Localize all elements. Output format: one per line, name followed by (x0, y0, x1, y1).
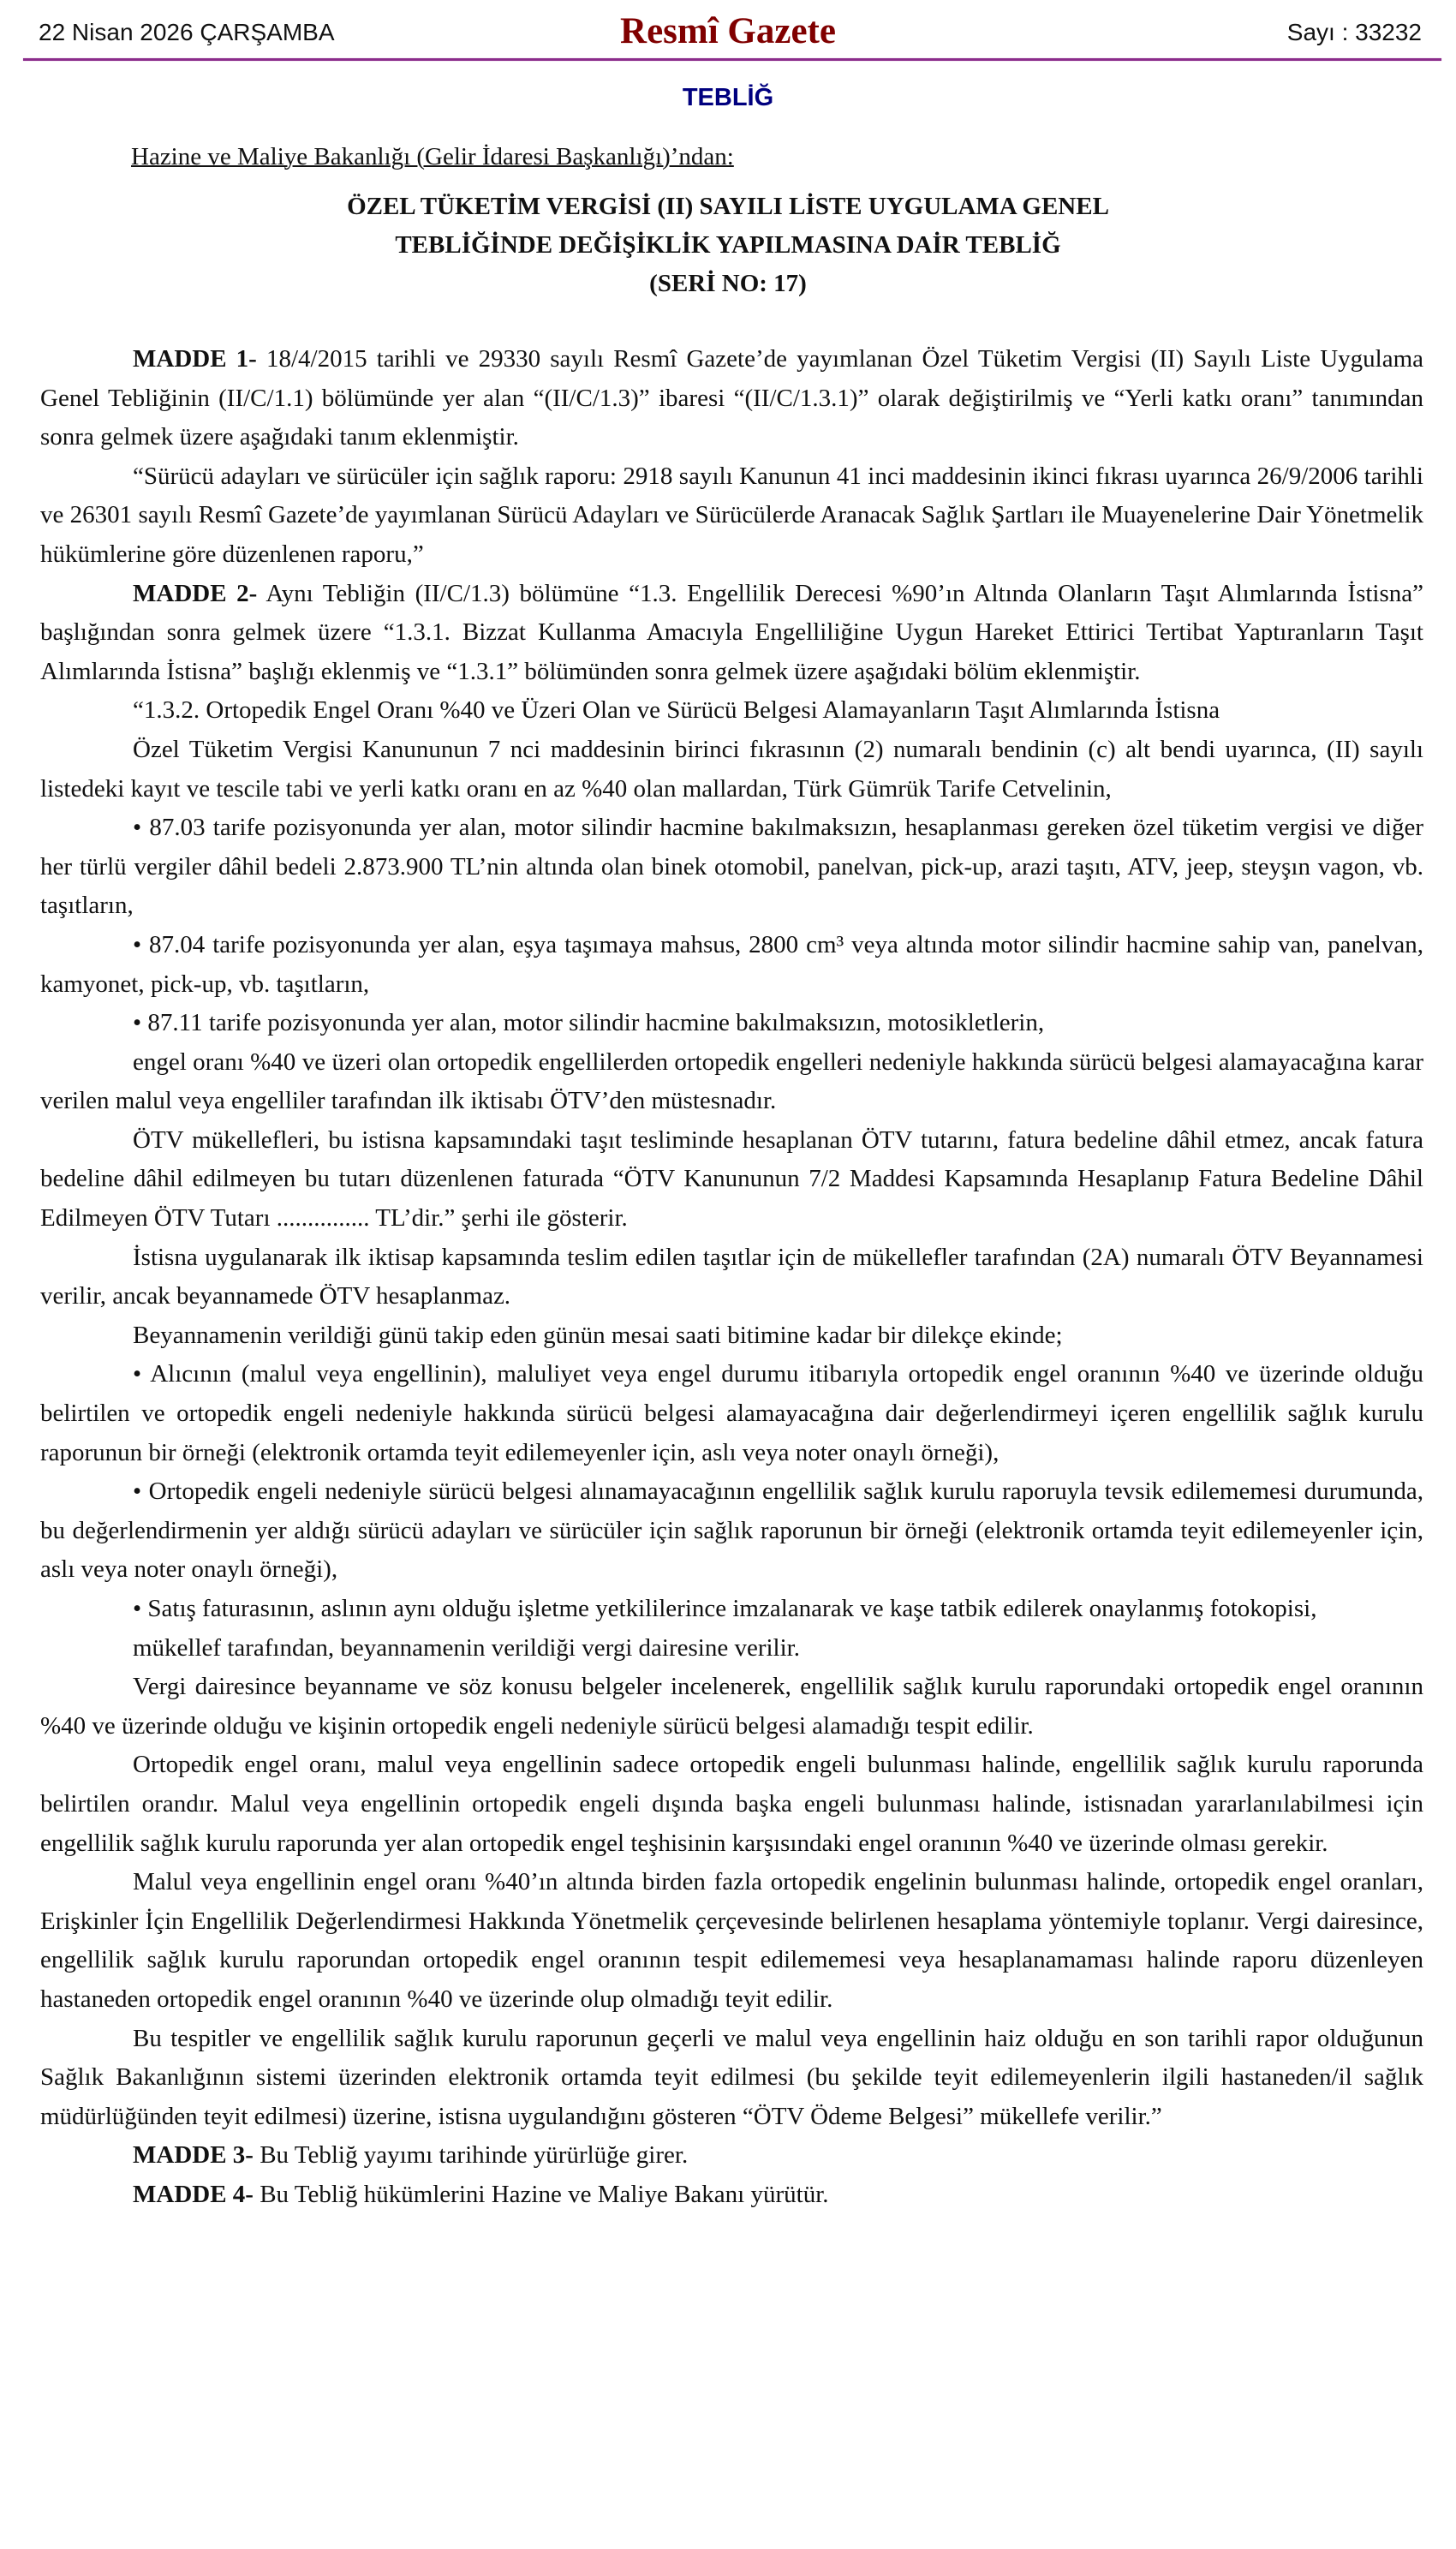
issue-number: Sayı : 33232 (1286, 19, 1422, 45)
paragraph: Özel Tüketim Vergisi Kanununun 7 nci maddesinin birinci fıkrasının (2) numaralı bendinin (c) alt bendi uyarınca, (II) sayılı listedeki kayıt ve tescile tabi ve yerli katkı oranı en az %40 olan mallardan, Türk Gümrük Tarife Cetvelinin, (40, 735, 1423, 803)
subsection-heading: “1.3.2. Ortopedik Engel Oranı %40 ve Üzeri Olan ve Sürücü Belgesi Alamayanların Taşıt Alımlarında İstisna (133, 696, 1220, 725)
list-item: • Ortopedik engeli nedeniyle sürücü belgesi alınamayacağının engellilik sağlık kurulu raporuyla tevsik edilememesi durumunda, bu değerlendirmenin yer aldığı sürücü adayları ve sürücüler için sağlık raporunun bir örneği (elektronik ortamda teyit edilemeyenler için, aslı veya noter onaylı örneği), (40, 1477, 1423, 1584)
paragraph: ÖTV mükellefleri, bu istisna kapsamındaki taşıt tesliminde hesaplanan ÖTV tutarını, fatura bedeline dâhil etmez, ancak fatura bedeline dâhil edilmeyen bu tutarı düzenlenen faturada “ÖTV Kanununun 7/2 Maddesi Kapsamında Hesaplanıp Fatura Bedeline Dâhil Edilmeyen ÖTV Tutarı ............... TL’dir.” şerhi ile gösterir. (40, 1125, 1423, 1233)
article-label: MADDE 3- (133, 2141, 254, 2170)
issuing-authority: Hazine ve Maliye Bakanlığı (Gelir İdaresi Başkanlığı)’ndan: (131, 143, 734, 170)
paragraph: mükellef tarafından, beyannamenin verildiği vergi dairesine verilir. (133, 1633, 800, 1662)
paragraph: İstisna uygulanarak ilk iktisap kapsamında teslim edilen taşıtlar için de mükellefler tarafından (2A) numaralı ÖTV Beyannamesi verilir, ancak beyannamede ÖTV hesaplanmaz. (40, 1243, 1423, 1310)
article-3: MADDE 3- Bu Tebliğ yayımı tarihinde yürürlüğe girer. (133, 2141, 689, 2170)
document-title (0, 188, 1456, 303)
document-series: (SERİ NO: 17) (649, 270, 807, 297)
paragraph: “Sürücü adayları ve sürücüler için sağlık raporu: 2918 sayılı Kanunun 41 inci maddesinin ikinci fıkrası uyarınca 26/9/2006 tarihli ve 26301 sayılı Resmî Gazete’de yayımlanan Sürücü Adayları ve Sürücülerde Aranacak Sağlık Şartları ile Muayenelerine Dair Yönetmelik hükümlerine göre düzenlenen raporu,” (40, 462, 1423, 568)
article-label: MADDE 1- (133, 345, 257, 373)
paragraph: Ortopedik engel oranı, malul veya engellinin sadece ortopedik engeli bulunması halinde, engellilik sağlık kurulu raporunda belirtilen orandır. Malul veya engellinin ortopedik engeli dışında başka engeli bulunması halinde, istisnadan yararlanılabilmesi için engellilik sağlık kurulu raporunda yer alan ortopedik engel teşhisinin karşısındaki engel oranının %40 ve üzerinde olması gerekir. (40, 1751, 1423, 1857)
paragraph: Vergi dairesince beyanname ve söz konusu belgeler incelenerek, engellilik sağlık kurulu raporundaki ortopedik engel oranının %40 ve üzerinde olduğu ve kişinin ortopedik engeli nedeniyle sürücü belgesi alamadığı tespit edilir. (40, 1673, 1423, 1740)
list-item: • 87.04 tarife pozisyonunda yer alan, eşya taşımaya mahsus, 2800 cm³ veya altında motor silindir hacmine sahip van, panelvan, kamyonet, pick-up, vb. taşıtların, (40, 930, 1423, 998)
gazette-title: Resmî Gazete (620, 11, 836, 51)
article-label: MADDE 4- (133, 2180, 254, 2208)
section-label: TEBLİĞ (682, 84, 774, 111)
list-item: • Alıcının (malul veya engellinin), maluliyet veya engel durumu itibarıyla ortopedik engel oranının %40 ve üzerinde olduğu belirtilen ve ortopedik engeli nedeniyle hakkında sürücü belgesi alamayacağına dair değerlendirmeyi içeren engellilik sağlık kurulu raporunun bir örneği (elektronik ortamda teyit edilemeyenler için, aslı veya noter onaylı örneği), (40, 1360, 1423, 1466)
list-item: • 87.11 tarife pozisyonunda yer alan, motor silindir hacmine bakılmaksızın, motosikletlerin, (133, 1009, 1045, 1037)
article-2: MADDE 2- Aynı Tebliğin (II/C/1.3) bölümüne “1.3. Engellilik Derecesi %90’ın Altında Olanların Taşıt Alımlarında İstisna” başlığından sonra gelmek üzere “1.3.1. Bizzat Kullanma Amacıyla Engelliliğine Uygun Hareket Ettirici Tertibat Yaptıranların Taşıt Alımlarında İstisna” başlığı eklenmiş ve “1.3.1” bölümünden sonra gelmek üzere aşağıdaki bölüm eklenmiştir. (40, 579, 1423, 685)
article-4: MADDE 4- Bu Tebliğ hükümlerini Hazine ve Maliye Bakanı yürütür. (133, 2180, 829, 2208)
article-label: MADDE 2- (133, 579, 258, 607)
document-title-line: ÖZEL TÜKETİM VERGİSİ (II) SAYILI LİSTE UYGULAMA GENEL (347, 193, 1109, 220)
header-divider (23, 58, 1441, 61)
article-1: MADDE 1- 18/4/2015 tarihli ve 29330 sayılı Resmî Gazete’de yayımlanan Özel Tüketim Vergisi (II) Sayılı Liste Uygulama Genel Tebliğinin (II/C/1.1) bölümünde yer alan “(II/C/1.3)” ibaresi “(II/C/1.3.1)” olarak değiştirilmiş ve “Yerli katkı oranı” tanımından sonra gelmek üzere aşağıdaki tanım eklenmiştir. (40, 345, 1423, 451)
paragraph: engel oranı %40 ve üzeri olan ortopedik engellilerden ortopedik engelleri nedeniyle hakkında sürücü belgesi alamayacağına karar verilen malul veya engelliler tarafından ilk iktisabı ÖTV’den müstesnadır. (40, 1048, 1423, 1115)
paragraph: Bu tespitler ve engellilik sağlık kurulu raporunun geçerli ve malul veya engellinin haiz olduğu en son tarihli rapor olduğunun Sağlık Bakanlığının sistemi üzerinden elektronik ortamda teyit edilmesi (bu şekilde teyit edilemeyenlerin ilgili hastaneden/il sağlık müdürlüğünden teyit edilmesi) üzerine, istisna uygulandığını gösteren “ÖTV Ödeme Belgesi” mükellefe verilir.” (40, 2024, 1423, 2130)
issue-date: 22 Nisan 2026 ÇARŞAMBA (39, 19, 335, 45)
paragraph: Malul veya engellinin engel oranı %40’ın altında birden fazla ortopedik engelinin bulunması halinde, ortopedik engel oranları, Erişkinler İçin Engellilik Değerlendirmesi Hakkında Yönetmelik çerçevesinde belirlenen hesaplama yöntemiyle toplanır. Vergi dairesince, engellilik sağlık kurulu raporundan ortopedik engel oranının tespit edilememesi veya hesaplanamaması halinde raporu düzenleyen hastaneden ortopedik engel oranının %40 ve üzerinde olup olmadığı teyit edilir. (40, 1868, 1423, 2013)
document-title-line: TEBLİĞİNDE DEĞİŞİKLİK YAPILMASINA DAİR TEBLİĞ (395, 231, 1061, 259)
document-body (40, 340, 1423, 2215)
list-item: • 87.03 tarife pozisyonunda yer alan, motor silindir hacmine bakılmaksızın, hesaplanması gereken özel tüketim vergisi ve diğer her türlü vergiler dâhil bedeli 2.873.900 TL’nin altında olan binek otomobil, panelvan, pick-up, arazi taşıtı, ATV, jeep, steyşın vagon, vb. taşıtların, (40, 814, 1423, 920)
list-item: • Satış faturasının, aslının aynı olduğu işletme yetkililerince imzalanarak ve kaşe tatbik edilerek onaylanmış fotokopisi, (133, 1595, 1317, 1622)
paragraph: Beyannamenin verildiği günü takip eden günün mesai saati bitimine kadar bir dilekçe ekinde; (133, 1321, 1063, 1349)
